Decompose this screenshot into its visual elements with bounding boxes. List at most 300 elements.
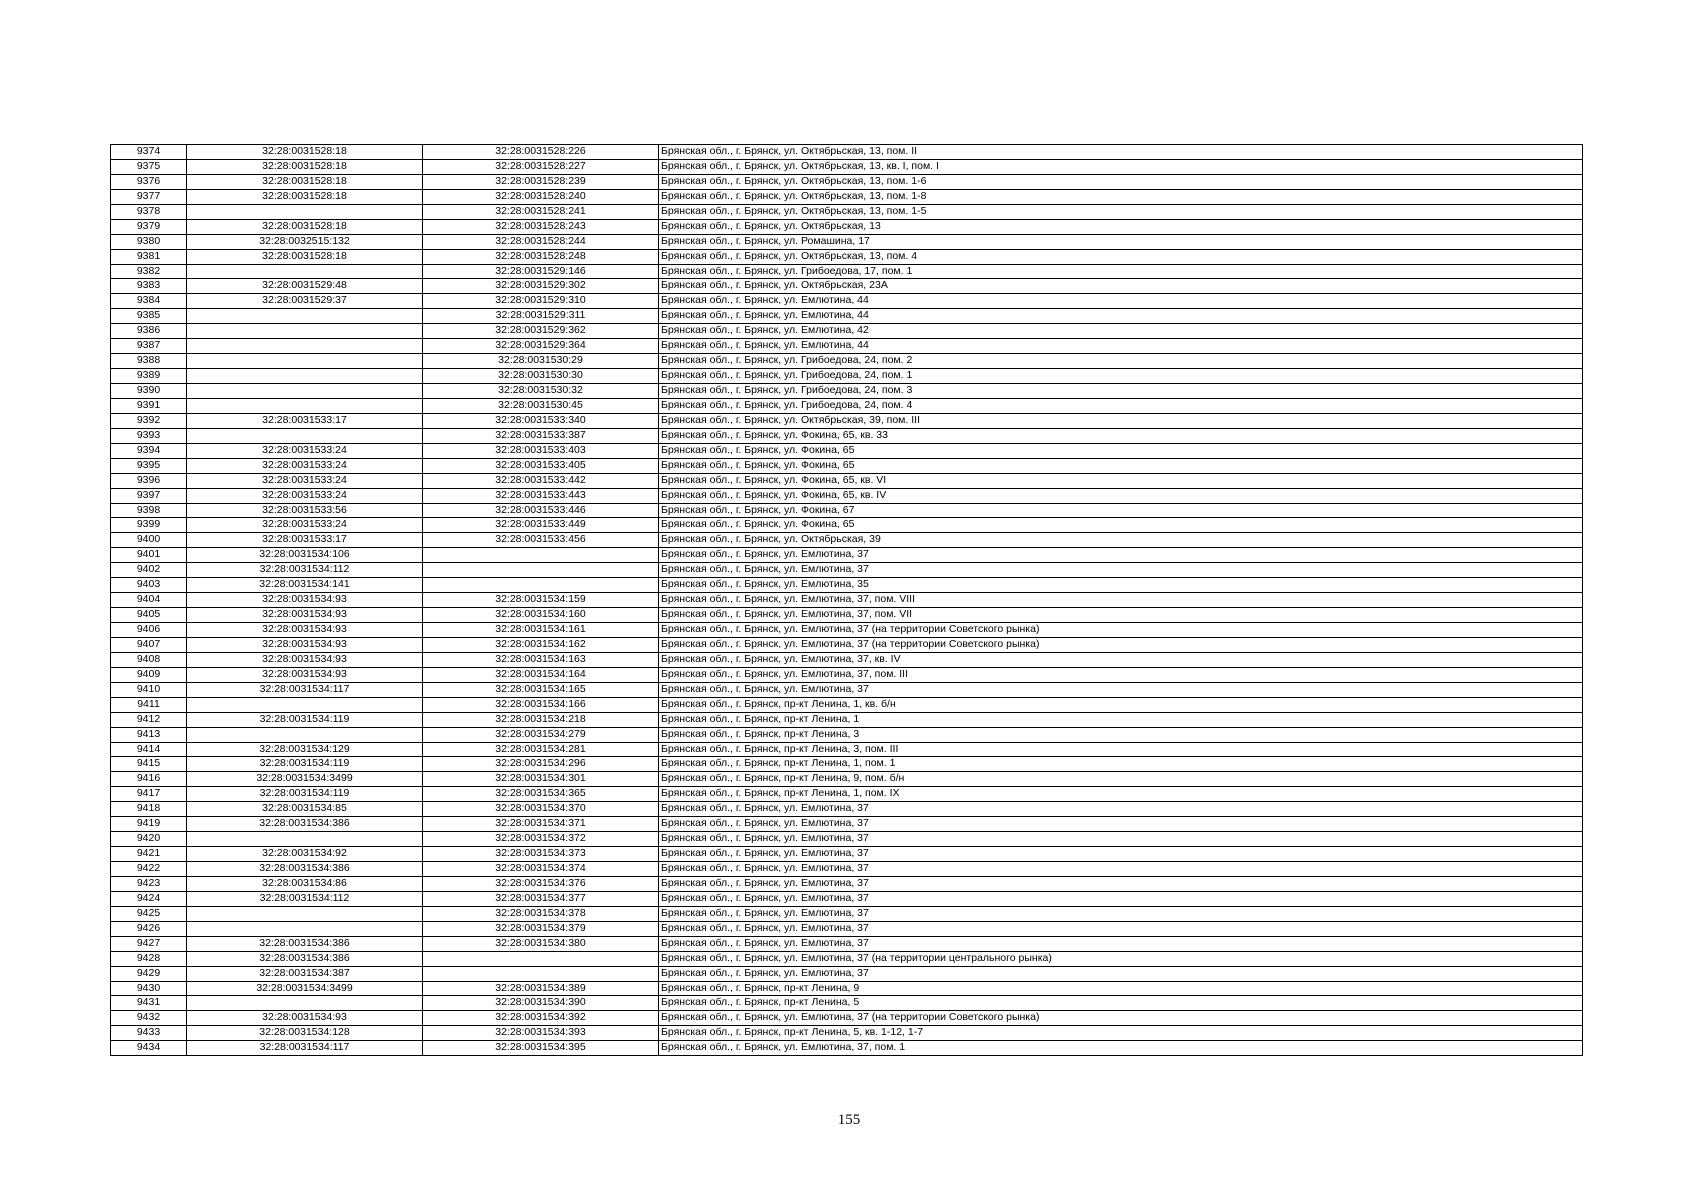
parcel-cadastral-cell: 32:28:0031534:117 bbox=[187, 1041, 423, 1056]
table-row bbox=[111, 862, 1583, 877]
object-cadastral-cell: 32:28:0031530:45 bbox=[423, 398, 659, 413]
table-row bbox=[111, 578, 1583, 593]
parcel-cadastral-cell: 32:28:0031534:93 bbox=[187, 637, 423, 652]
table-row bbox=[111, 996, 1583, 1011]
address-cell: Брянская обл., г. Брянск, ул. Емлютина, 37 (на территории Советского рынка) bbox=[659, 1011, 1583, 1026]
table-row bbox=[111, 294, 1583, 309]
object-cadastral-cell: 32:28:0031534:371 bbox=[423, 817, 659, 832]
page-number: 155 bbox=[837, 1112, 861, 1128]
object-cadastral-cell: 32:28:0031534:279 bbox=[423, 727, 659, 742]
object-cadastral-cell: 32:28:0031534:166 bbox=[423, 697, 659, 712]
address-cell: Брянская обл., г. Брянск, ул. Емлютина, 44 bbox=[659, 309, 1583, 324]
object-cadastral-cell: 32:28:0031534:390 bbox=[423, 996, 659, 1011]
table-row bbox=[111, 533, 1583, 548]
object-cadastral-cell: 32:28:0031528:239 bbox=[423, 174, 659, 189]
object-cadastral-cell: 32:28:0031534:374 bbox=[423, 862, 659, 877]
parcel-cadastral-cell: 32:28:0031534:106 bbox=[187, 548, 423, 563]
object-cadastral-cell: 32:28:0031534:370 bbox=[423, 802, 659, 817]
table-row bbox=[111, 727, 1583, 742]
address-cell: Брянская обл., г. Брянск, пр-кт Ленина, 5 bbox=[659, 996, 1583, 1011]
row-number-cell: 9413 bbox=[111, 727, 187, 742]
address-cell: Брянская обл., г. Брянск, пр-кт Ленина, 3 bbox=[659, 727, 1583, 742]
row-number-cell: 9415 bbox=[111, 757, 187, 772]
object-cadastral-cell: 32:28:0031534:392 bbox=[423, 1011, 659, 1026]
address-cell: Брянская обл., г. Брянск, ул. Грибоедова, 24, пом. 1 bbox=[659, 369, 1583, 384]
row-number-cell: 9381 bbox=[111, 249, 187, 264]
address-cell: Брянская обл., г. Брянск, ул. Фокина, 65 bbox=[659, 443, 1583, 458]
table-row bbox=[111, 966, 1583, 981]
parcel-cadastral-cell bbox=[187, 369, 423, 384]
table-row bbox=[111, 667, 1583, 682]
object-cadastral-cell: 32:28:0031533:449 bbox=[423, 518, 659, 533]
row-number-cell: 9386 bbox=[111, 324, 187, 339]
parcel-cadastral-cell: 32:28:0031534:141 bbox=[187, 578, 423, 593]
address-cell: Брянская обл., г. Брянск, ул. Емлютина, 37, пом. III bbox=[659, 667, 1583, 682]
parcel-cadastral-cell: 32:28:0031534:386 bbox=[187, 862, 423, 877]
address-cell: Брянская обл., г. Брянск, пр-кт Ленина, 9, пом. б/н bbox=[659, 772, 1583, 787]
address-cell: Брянская обл., г. Брянск, ул. Октябрьская, 39 bbox=[659, 533, 1583, 548]
table-row bbox=[111, 593, 1583, 608]
parcel-cadastral-cell: 32:28:0031528:18 bbox=[187, 249, 423, 264]
object-cadastral-cell: 32:28:0031534:164 bbox=[423, 667, 659, 682]
object-cadastral-cell: 32:28:0031534:379 bbox=[423, 921, 659, 936]
parcel-cadastral-cell bbox=[187, 309, 423, 324]
parcel-cadastral-cell: 32:28:0031528:18 bbox=[187, 189, 423, 204]
parcel-cadastral-cell: 32:28:0031534:93 bbox=[187, 1011, 423, 1026]
row-number-cell: 9426 bbox=[111, 921, 187, 936]
table-row bbox=[111, 174, 1583, 189]
address-cell: Брянская обл., г. Брянск, ул. Емлютина, 37 bbox=[659, 876, 1583, 891]
object-cadastral-cell: 32:28:0031533:442 bbox=[423, 473, 659, 488]
row-number-cell: 9387 bbox=[111, 339, 187, 354]
row-number-cell: 9425 bbox=[111, 906, 187, 921]
row-number-cell: 9409 bbox=[111, 667, 187, 682]
table-row bbox=[111, 518, 1583, 533]
table-row bbox=[111, 145, 1583, 160]
object-cadastral-cell: 32:28:0031528:227 bbox=[423, 159, 659, 174]
table-row bbox=[111, 458, 1583, 473]
row-number-cell: 9400 bbox=[111, 533, 187, 548]
row-number-cell: 9393 bbox=[111, 428, 187, 443]
address-cell: Брянская обл., г. Брянск, пр-кт Ленина, 1, пом. IX bbox=[659, 787, 1583, 802]
parcel-cadastral-cell: 32:28:0031534:386 bbox=[187, 817, 423, 832]
parcel-cadastral-cell: 32:28:0031533:24 bbox=[187, 458, 423, 473]
address-cell: Брянская обл., г. Брянск, ул. Октябрьская, 13, пом. 4 bbox=[659, 249, 1583, 264]
row-number-cell: 9406 bbox=[111, 623, 187, 638]
address-cell: Брянская обл., г. Брянск, ул. Емлютина, 37 bbox=[659, 832, 1583, 847]
address-cell: Брянская обл., г. Брянск, ул. Октябрьская, 23А bbox=[659, 279, 1583, 294]
parcel-cadastral-cell: 32:28:0031533:17 bbox=[187, 533, 423, 548]
parcel-cadastral-cell: 32:28:0031534:117 bbox=[187, 682, 423, 697]
parcel-cadastral-cell: 32:28:0031533:24 bbox=[187, 488, 423, 503]
object-cadastral-cell: 32:28:0031534:389 bbox=[423, 981, 659, 996]
table-row bbox=[111, 623, 1583, 638]
table-row bbox=[111, 219, 1583, 234]
address-cell: Брянская обл., г. Брянск, ул. Емлютина, 35 bbox=[659, 578, 1583, 593]
row-number-cell: 9423 bbox=[111, 876, 187, 891]
address-cell: Брянская обл., г. Брянск, ул. Грибоедова, 24, пом. 2 bbox=[659, 354, 1583, 369]
object-cadastral-cell: 32:28:0031534:165 bbox=[423, 682, 659, 697]
parcel-cadastral-cell bbox=[187, 264, 423, 279]
row-number-cell: 9411 bbox=[111, 697, 187, 712]
object-cadastral-cell bbox=[423, 563, 659, 578]
row-number-cell: 9396 bbox=[111, 473, 187, 488]
table-row bbox=[111, 981, 1583, 996]
object-cadastral-cell bbox=[423, 951, 659, 966]
parcel-cadastral-cell: 32:28:0031534:386 bbox=[187, 951, 423, 966]
address-cell: Брянская обл., г. Брянск, ул. Емлютина, 37 bbox=[659, 802, 1583, 817]
table-row bbox=[111, 249, 1583, 264]
object-cadastral-cell: 32:28:0031530:29 bbox=[423, 354, 659, 369]
address-cell: Брянская обл., г. Брянск, ул. Фокина, 65 bbox=[659, 458, 1583, 473]
parcel-cadastral-cell: 32:28:0031534:128 bbox=[187, 1026, 423, 1041]
address-cell: Брянская обл., г. Брянск, ул. Октябрьская, 13, пом. 1-8 bbox=[659, 189, 1583, 204]
table-row bbox=[111, 339, 1583, 354]
parcel-cadastral-cell bbox=[187, 921, 423, 936]
parcel-cadastral-cell: 32:28:0031534:93 bbox=[187, 652, 423, 667]
address-cell: Брянская обл., г. Брянск, ул. Емлютина, 37 bbox=[659, 862, 1583, 877]
object-cadastral-cell: 32:28:0031533:340 bbox=[423, 413, 659, 428]
address-cell: Брянская обл., г. Брянск, ул. Емлютина, 37 (на территории Советского рынка) bbox=[659, 623, 1583, 638]
row-number-cell: 9389 bbox=[111, 369, 187, 384]
object-cadastral-cell: 32:28:0031529:302 bbox=[423, 279, 659, 294]
row-number-cell: 9412 bbox=[111, 712, 187, 727]
table-row bbox=[111, 1011, 1583, 1026]
row-number-cell: 9388 bbox=[111, 354, 187, 369]
row-number-cell: 9430 bbox=[111, 981, 187, 996]
object-cadastral-cell bbox=[423, 548, 659, 563]
row-number-cell: 9379 bbox=[111, 219, 187, 234]
object-cadastral-cell: 32:28:0031533:387 bbox=[423, 428, 659, 443]
row-number-cell: 9380 bbox=[111, 234, 187, 249]
row-number-cell: 9432 bbox=[111, 1011, 187, 1026]
table-row bbox=[111, 159, 1583, 174]
parcel-cadastral-cell: 32:28:0031529:37 bbox=[187, 294, 423, 309]
row-number-cell: 9424 bbox=[111, 891, 187, 906]
table-row bbox=[111, 832, 1583, 847]
row-number-cell: 9391 bbox=[111, 398, 187, 413]
row-number-cell: 9377 bbox=[111, 189, 187, 204]
object-cadastral-cell: 32:28:0031528:241 bbox=[423, 204, 659, 219]
address-cell: Брянская обл., г. Брянск, ул. Емлютина, 37 bbox=[659, 906, 1583, 921]
table-row bbox=[111, 637, 1583, 652]
object-cadastral-cell: 32:28:0031529:364 bbox=[423, 339, 659, 354]
address-cell: Брянская обл., г. Брянск, пр-кт Ленина, 9 bbox=[659, 981, 1583, 996]
table-row bbox=[111, 936, 1583, 951]
object-cadastral-cell: 32:28:0031534:160 bbox=[423, 608, 659, 623]
table-row bbox=[111, 443, 1583, 458]
parcel-cadastral-cell: 32:28:0031534:93 bbox=[187, 593, 423, 608]
table-row bbox=[111, 697, 1583, 712]
table-row bbox=[111, 324, 1583, 339]
table-row bbox=[111, 563, 1583, 578]
address-cell: Брянская обл., г. Брянск, ул. Грибоедова, 17, пом. 1 bbox=[659, 264, 1583, 279]
table-row bbox=[111, 473, 1583, 488]
row-number-cell: 9375 bbox=[111, 159, 187, 174]
object-cadastral-cell: 32:28:0031534:296 bbox=[423, 757, 659, 772]
row-number-cell: 9399 bbox=[111, 518, 187, 533]
table-row bbox=[111, 757, 1583, 772]
parcel-cadastral-cell: 32:28:0031534:119 bbox=[187, 757, 423, 772]
object-cadastral-cell: 32:28:0031528:240 bbox=[423, 189, 659, 204]
address-cell: Брянская обл., г. Брянск, ул. Фокина, 65, кв. 33 bbox=[659, 428, 1583, 443]
row-number-cell: 9434 bbox=[111, 1041, 187, 1056]
parcel-cadastral-cell: 32:28:0031534:93 bbox=[187, 623, 423, 638]
table-row bbox=[111, 204, 1583, 219]
parcel-cadastral-cell: 32:28:0031534:112 bbox=[187, 563, 423, 578]
row-number-cell: 9395 bbox=[111, 458, 187, 473]
object-cadastral-cell: 32:28:0031534:162 bbox=[423, 637, 659, 652]
parcel-cadastral-cell: 32:28:0031533:56 bbox=[187, 503, 423, 518]
parcel-cadastral-cell: 32:28:0031529:48 bbox=[187, 279, 423, 294]
parcel-cadastral-cell: 32:28:0031533:24 bbox=[187, 473, 423, 488]
table-row bbox=[111, 682, 1583, 697]
object-cadastral-cell bbox=[423, 966, 659, 981]
table-row bbox=[111, 279, 1583, 294]
row-number-cell: 9407 bbox=[111, 637, 187, 652]
address-cell: Брянская обл., г. Брянск, ул. Октябрьская, 13, кв. I, пом. I bbox=[659, 159, 1583, 174]
table-row bbox=[111, 802, 1583, 817]
parcel-cadastral-cell bbox=[187, 727, 423, 742]
parcel-cadastral-cell: 32:28:0031534:387 bbox=[187, 966, 423, 981]
row-number-cell: 9392 bbox=[111, 413, 187, 428]
object-cadastral-cell: 32:28:0031534:218 bbox=[423, 712, 659, 727]
row-number-cell: 9405 bbox=[111, 608, 187, 623]
table-row bbox=[111, 384, 1583, 399]
object-cadastral-cell: 32:28:0031529:311 bbox=[423, 309, 659, 324]
parcel-cadastral-cell bbox=[187, 428, 423, 443]
parcel-cadastral-cell bbox=[187, 324, 423, 339]
table-row bbox=[111, 847, 1583, 862]
row-number-cell: 9417 bbox=[111, 787, 187, 802]
object-cadastral-cell: 32:28:0031534:380 bbox=[423, 936, 659, 951]
address-cell: Брянская обл., г. Брянск, ул. Емлютина, 37 bbox=[659, 817, 1583, 832]
row-number-cell: 9398 bbox=[111, 503, 187, 518]
parcel-cadastral-cell: 32:28:0031534:3499 bbox=[187, 981, 423, 996]
property-table-body bbox=[111, 145, 1583, 1056]
row-number-cell: 9418 bbox=[111, 802, 187, 817]
address-cell: Брянская обл., г. Брянск, ул. Октябрьская, 13 bbox=[659, 219, 1583, 234]
object-cadastral-cell: 32:28:0031534:377 bbox=[423, 891, 659, 906]
table-row bbox=[111, 234, 1583, 249]
table-row bbox=[111, 189, 1583, 204]
object-cadastral-cell: 32:28:0031533:456 bbox=[423, 533, 659, 548]
address-cell: Брянская обл., г. Брянск, ул. Емлютина, 37 bbox=[659, 563, 1583, 578]
address-cell: Брянская обл., г. Брянск, ул. Емлютина, 37 bbox=[659, 921, 1583, 936]
parcel-cadastral-cell: 32:28:0031534:3499 bbox=[187, 772, 423, 787]
parcel-cadastral-cell bbox=[187, 832, 423, 847]
table-row bbox=[111, 428, 1583, 443]
table-row bbox=[111, 354, 1583, 369]
object-cadastral-cell: 32:28:0031528:243 bbox=[423, 219, 659, 234]
table-row bbox=[111, 652, 1583, 667]
table-row bbox=[111, 309, 1583, 324]
row-number-cell: 9403 bbox=[111, 578, 187, 593]
row-number-cell: 9390 bbox=[111, 384, 187, 399]
address-cell: Брянская обл., г. Брянск, ул. Емлютина, 37, пом. 1 bbox=[659, 1041, 1583, 1056]
object-cadastral-cell: 32:28:0031533:403 bbox=[423, 443, 659, 458]
address-cell: Брянская обл., г. Брянск, ул. Фокина, 65, кв. VI bbox=[659, 473, 1583, 488]
row-number-cell: 9422 bbox=[111, 862, 187, 877]
object-cadastral-cell: 32:28:0031534:372 bbox=[423, 832, 659, 847]
object-cadastral-cell: 32:28:0031528:248 bbox=[423, 249, 659, 264]
address-cell: Брянская обл., г. Брянск, ул. Емлютина, 42 bbox=[659, 324, 1583, 339]
table-row bbox=[111, 1041, 1583, 1056]
address-cell: Брянская обл., г. Брянск, ул. Грибоедова, 24, пом. 3 bbox=[659, 384, 1583, 399]
parcel-cadastral-cell: 32:28:0031534:93 bbox=[187, 667, 423, 682]
table-row bbox=[111, 264, 1583, 279]
parcel-cadastral-cell bbox=[187, 906, 423, 921]
parcel-cadastral-cell: 32:28:0031534:129 bbox=[187, 742, 423, 757]
address-cell: Брянская обл., г. Брянск, ул. Емлютина, 37 bbox=[659, 891, 1583, 906]
address-cell: Брянская обл., г. Брянск, ул. Октябрьская, 39, пом. III bbox=[659, 413, 1583, 428]
parcel-cadastral-cell: 32:28:0031534:119 bbox=[187, 787, 423, 802]
row-number-cell: 9416 bbox=[111, 772, 187, 787]
address-cell: Брянская обл., г. Брянск, ул. Емлютина, 37, пом. VII bbox=[659, 608, 1583, 623]
parcel-cadastral-cell: 32:28:0031534:112 bbox=[187, 891, 423, 906]
object-cadastral-cell: 32:28:0031533:443 bbox=[423, 488, 659, 503]
parcel-cadastral-cell: 32:28:0031534:93 bbox=[187, 608, 423, 623]
address-cell: Брянская обл., г. Брянск, ул. Емлютина, 37 bbox=[659, 966, 1583, 981]
row-number-cell: 9410 bbox=[111, 682, 187, 697]
address-cell: Брянская обл., г. Брянск, ул. Грибоедова, 24, пом. 4 bbox=[659, 398, 1583, 413]
row-number-cell: 9376 bbox=[111, 174, 187, 189]
table-row bbox=[111, 398, 1583, 413]
row-number-cell: 9420 bbox=[111, 832, 187, 847]
parcel-cadastral-cell bbox=[187, 697, 423, 712]
parcel-cadastral-cell: 32:28:0031528:18 bbox=[187, 174, 423, 189]
object-cadastral-cell: 32:28:0031530:30 bbox=[423, 369, 659, 384]
object-cadastral-cell: 32:28:0031529:362 bbox=[423, 324, 659, 339]
row-number-cell: 9382 bbox=[111, 264, 187, 279]
object-cadastral-cell: 32:28:0031534:281 bbox=[423, 742, 659, 757]
address-cell: Брянская обл., г. Брянск, ул. Емлютина, 37 bbox=[659, 682, 1583, 697]
address-cell: Брянская обл., г. Брянск, пр-кт Ленина, 3, пом. III bbox=[659, 742, 1583, 757]
row-number-cell: 9383 bbox=[111, 279, 187, 294]
object-cadastral-cell: 32:28:0031534:159 bbox=[423, 593, 659, 608]
table-row bbox=[111, 921, 1583, 936]
table-row bbox=[111, 488, 1583, 503]
address-cell: Брянская обл., г. Брянск, ул. Емлютина, 44 bbox=[659, 294, 1583, 309]
object-cadastral-cell: 32:28:0031534:395 bbox=[423, 1041, 659, 1056]
table-row bbox=[111, 548, 1583, 563]
row-number-cell: 9378 bbox=[111, 204, 187, 219]
object-cadastral-cell bbox=[423, 578, 659, 593]
parcel-cadastral-cell bbox=[187, 204, 423, 219]
address-cell: Брянская обл., г. Брянск, ул. Емлютина, 44 bbox=[659, 339, 1583, 354]
parcel-cadastral-cell: 32:28:0031528:18 bbox=[187, 159, 423, 174]
table-row bbox=[111, 369, 1583, 384]
address-cell: Брянская обл., г. Брянск, ул. Октябрьская, 13, пом. 1-6 bbox=[659, 174, 1583, 189]
address-cell: Брянская обл., г. Брянск, ул. Емлютина, 37 bbox=[659, 548, 1583, 563]
address-cell: Брянская обл., г. Брянск, ул. Емлютина, 37 bbox=[659, 936, 1583, 951]
parcel-cadastral-cell: 32:28:0031528:18 bbox=[187, 145, 423, 160]
property-table bbox=[110, 144, 1583, 1056]
object-cadastral-cell: 32:28:0031534:376 bbox=[423, 876, 659, 891]
object-cadastral-cell: 32:28:0031533:446 bbox=[423, 503, 659, 518]
address-cell: Брянская обл., г. Брянск, ул. Емлютина, 37, кв. IV bbox=[659, 652, 1583, 667]
table-row bbox=[111, 1026, 1583, 1041]
row-number-cell: 9428 bbox=[111, 951, 187, 966]
address-cell: Брянская обл., г. Брянск, ул. Ромашина, 17 bbox=[659, 234, 1583, 249]
parcel-cadastral-cell bbox=[187, 996, 423, 1011]
object-cadastral-cell: 32:28:0031534:393 bbox=[423, 1026, 659, 1041]
row-number-cell: 9397 bbox=[111, 488, 187, 503]
parcel-cadastral-cell: 32:28:0031528:18 bbox=[187, 219, 423, 234]
object-cadastral-cell: 32:28:0031529:310 bbox=[423, 294, 659, 309]
parcel-cadastral-cell bbox=[187, 384, 423, 399]
parcel-cadastral-cell: 32:28:0031534:86 bbox=[187, 876, 423, 891]
table-row bbox=[111, 742, 1583, 757]
object-cadastral-cell: 32:28:0031529:146 bbox=[423, 264, 659, 279]
object-cadastral-cell: 32:28:0031534:378 bbox=[423, 906, 659, 921]
parcel-cadastral-cell bbox=[187, 354, 423, 369]
table-row bbox=[111, 876, 1583, 891]
address-cell: Брянская обл., г. Брянск, пр-кт Ленина, 1, пом. 1 bbox=[659, 757, 1583, 772]
address-cell: Брянская обл., г. Брянск, ул. Октябрьская, 13, пом. II bbox=[659, 145, 1583, 160]
table-row bbox=[111, 787, 1583, 802]
address-cell: Брянская обл., г. Брянск, ул. Емлютина, 37, пом. VIII bbox=[659, 593, 1583, 608]
address-cell: Брянская обл., г. Брянск, ул. Фокина, 67 bbox=[659, 503, 1583, 518]
address-cell: Брянская обл., г. Брянск, пр-кт Ленина, 1 bbox=[659, 712, 1583, 727]
object-cadastral-cell: 32:28:0031534:373 bbox=[423, 847, 659, 862]
parcel-cadastral-cell: 32:28:0031534:119 bbox=[187, 712, 423, 727]
table-row bbox=[111, 772, 1583, 787]
table-row bbox=[111, 817, 1583, 832]
address-cell: Брянская обл., г. Брянск, пр-кт Ленина, 5, кв. 1-12, 1-7 bbox=[659, 1026, 1583, 1041]
table-row bbox=[111, 891, 1583, 906]
address-cell: Брянская обл., г. Брянск, ул. Емлютина, 37 (на территории центрального рынка) bbox=[659, 951, 1583, 966]
row-number-cell: 9414 bbox=[111, 742, 187, 757]
parcel-cadastral-cell bbox=[187, 339, 423, 354]
address-cell: Брянская обл., г. Брянск, ул. Емлютина, 37 (на территории Советского рынка) bbox=[659, 637, 1583, 652]
parcel-cadastral-cell: 32:28:0031534:386 bbox=[187, 936, 423, 951]
object-cadastral-cell: 32:28:0031533:405 bbox=[423, 458, 659, 473]
row-number-cell: 9384 bbox=[111, 294, 187, 309]
row-number-cell: 9394 bbox=[111, 443, 187, 458]
row-number-cell: 9408 bbox=[111, 652, 187, 667]
parcel-cadastral-cell: 32:28:0031534:92 bbox=[187, 847, 423, 862]
row-number-cell: 9401 bbox=[111, 548, 187, 563]
row-number-cell: 9433 bbox=[111, 1026, 187, 1041]
table-row bbox=[111, 413, 1583, 428]
object-cadastral-cell: 32:28:0031528:244 bbox=[423, 234, 659, 249]
parcel-cadastral-cell: 32:28:0031533:17 bbox=[187, 413, 423, 428]
row-number-cell: 9404 bbox=[111, 593, 187, 608]
table-row bbox=[111, 951, 1583, 966]
row-number-cell: 9385 bbox=[111, 309, 187, 324]
row-number-cell: 9421 bbox=[111, 847, 187, 862]
object-cadastral-cell: 32:28:0031534:161 bbox=[423, 623, 659, 638]
row-number-cell: 9374 bbox=[111, 145, 187, 160]
parcel-cadastral-cell bbox=[187, 398, 423, 413]
table-row bbox=[111, 503, 1583, 518]
object-cadastral-cell: 32:28:0031530:32 bbox=[423, 384, 659, 399]
address-cell: Брянская обл., г. Брянск, ул. Октябрьская, 13, пом. 1-5 bbox=[659, 204, 1583, 219]
object-cadastral-cell: 32:28:0031528:226 bbox=[423, 145, 659, 160]
object-cadastral-cell: 32:28:0031534:163 bbox=[423, 652, 659, 667]
row-number-cell: 9429 bbox=[111, 966, 187, 981]
address-cell: Брянская обл., г. Брянск, ул. Фокина, 65, кв. IV bbox=[659, 488, 1583, 503]
parcel-cadastral-cell: 32:28:0031533:24 bbox=[187, 443, 423, 458]
object-cadastral-cell: 32:28:0031534:365 bbox=[423, 787, 659, 802]
parcel-cadastral-cell: 32:28:0032515:132 bbox=[187, 234, 423, 249]
address-cell: Брянская обл., г. Брянск, ул. Фокина, 65 bbox=[659, 518, 1583, 533]
object-cadastral-cell: 32:28:0031534:301 bbox=[423, 772, 659, 787]
address-cell: Брянская обл., г. Брянск, пр-кт Ленина, 1, кв. б/н bbox=[659, 697, 1583, 712]
row-number-cell: 9402 bbox=[111, 563, 187, 578]
row-number-cell: 9419 bbox=[111, 817, 187, 832]
